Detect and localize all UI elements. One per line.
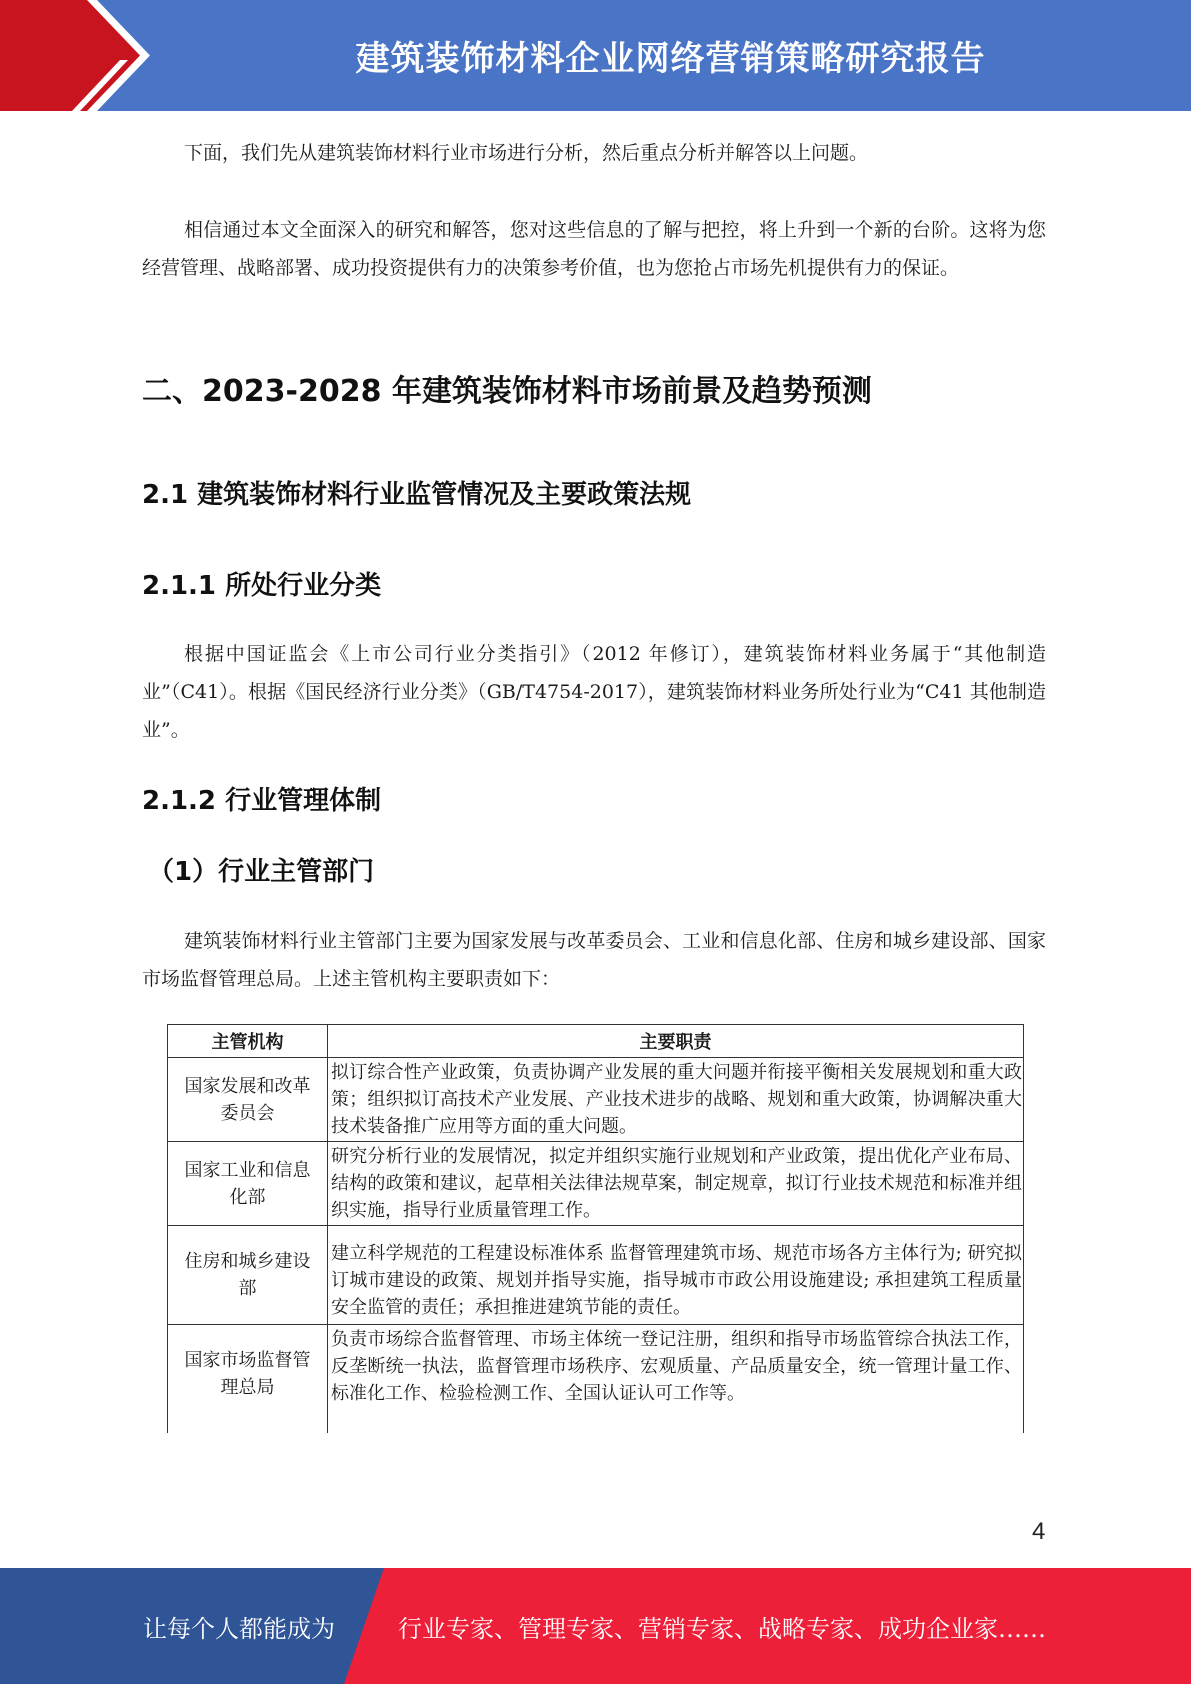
- org-cell: 住房和城乡建设部: [168, 1226, 328, 1325]
- classification-paragraph: 根据中国证监会《上市公司行业分类指引》（2012 年修订），建筑装饰材料业务属于“其他制造业”（C41）。根据《国民经济行业分类》（GB/T4754-2017），建筑装饰材料业务所处行业为“C41 其他制造业”。: [142, 643, 1046, 741]
- heading-2-1: 2.1 建筑装饰材料行业监管情况及主要政策法规: [142, 480, 692, 510]
- report-title: 建筑装饰材料企业网络营销策略研究报告: [355, 39, 986, 79]
- page-footer: [0, 1568, 1191, 1684]
- intro-paragraph-1: 下面，我们先从建筑装饰材料行业市场进行分析，然后重点分析并解答以上问题。: [184, 142, 869, 164]
- page-header: [0, 0, 1191, 111]
- table-header-row: [168, 1025, 1024, 1058]
- duty-cell: 拟订综合性产业政策，负责协调产业发展的重大问题并衔接平衡相关发展规划和重大政策；组织拟订高技术产业发展、产业技术进步的战略、规划和重大政策，协调解决重大技术装备推广应用等方面的重大问题。: [328, 1058, 1024, 1142]
- duty-cell: 建立科学规范的工程建设标准体系 监督管理建筑市场、规范市场各方主体行为; 研究拟订城市建设的政策、规划并指导实施，指导城市市政公用设施建设; 承担建筑工程质量安全监管的责任；承担推进建筑节能的责任。: [328, 1226, 1024, 1325]
- intro-paragraph-2: 相信通过本文全面深入的研究和解答，您对这些信息的了解与把控，将上升到一个新的台阶。这将为您经营管理、战略部署、成功投资提供有力的决策参考价值，也为您抢占市场先机提供有力的保证。: [142, 219, 1046, 279]
- authorities-table: [167, 1024, 1024, 1433]
- duty-cell: 研究分析行业的发展情况，拟定并组织实施行业规划和产业政策，提出优化产业布局、结构的政策和建议，起草相关法律法规草案，制定规章，拟订行业技术规范和标准并组织实施，指导行业质量管理工作。: [328, 1142, 1024, 1226]
- footer-slogan-left: 让每个人都能成为: [143, 1614, 335, 1643]
- table-header-duty: 主要职责: [328, 1025, 1024, 1058]
- heading-2-1-1: 2.1.1 所处行业分类: [142, 571, 382, 601]
- heading-2-1-2: 2.1.2 行业管理体制: [142, 786, 382, 816]
- header-arrow-icon: [0, 0, 160, 111]
- table-header-org: 主管机构: [168, 1025, 328, 1058]
- authorities-paragraph: 建筑装饰材料行业主管部门主要为国家发展与改革委员会、工业和信息化部、住房和城乡建设部、国家市场监督管理总局。上述主管机构主要职责如下：: [142, 930, 1046, 990]
- heading-authorities: （1）行业主管部门: [148, 857, 375, 887]
- table-row: [168, 1142, 1024, 1226]
- duty-cell: 负责市场综合监督管理、市场主体统一登记注册，组织和指导市场监管综合执法工作，反垄断统一执法，监督管理市场秩序、宏观质量、产品质量安全，统一管理计量工作、标准化工作、检验检测工作、全国认证认可工作等。: [328, 1325, 1024, 1433]
- page-number: 4: [1032, 1518, 1046, 1545]
- table-row: [168, 1058, 1024, 1142]
- table-row: [168, 1325, 1024, 1433]
- org-cell: 国家发展和改革委员会: [168, 1058, 328, 1142]
- org-cell: 国家市场监督管理总局: [168, 1325, 328, 1433]
- org-cell: 国家工业和信息化部: [168, 1142, 328, 1226]
- footer-slogan-right: 行业专家、管理专家、营销专家、战略专家、成功企业家……: [398, 1614, 1046, 1643]
- table-row: [168, 1226, 1024, 1325]
- section-heading: 二、2023-2028 年建筑装饰材料市场前景及趋势预测: [142, 374, 872, 409]
